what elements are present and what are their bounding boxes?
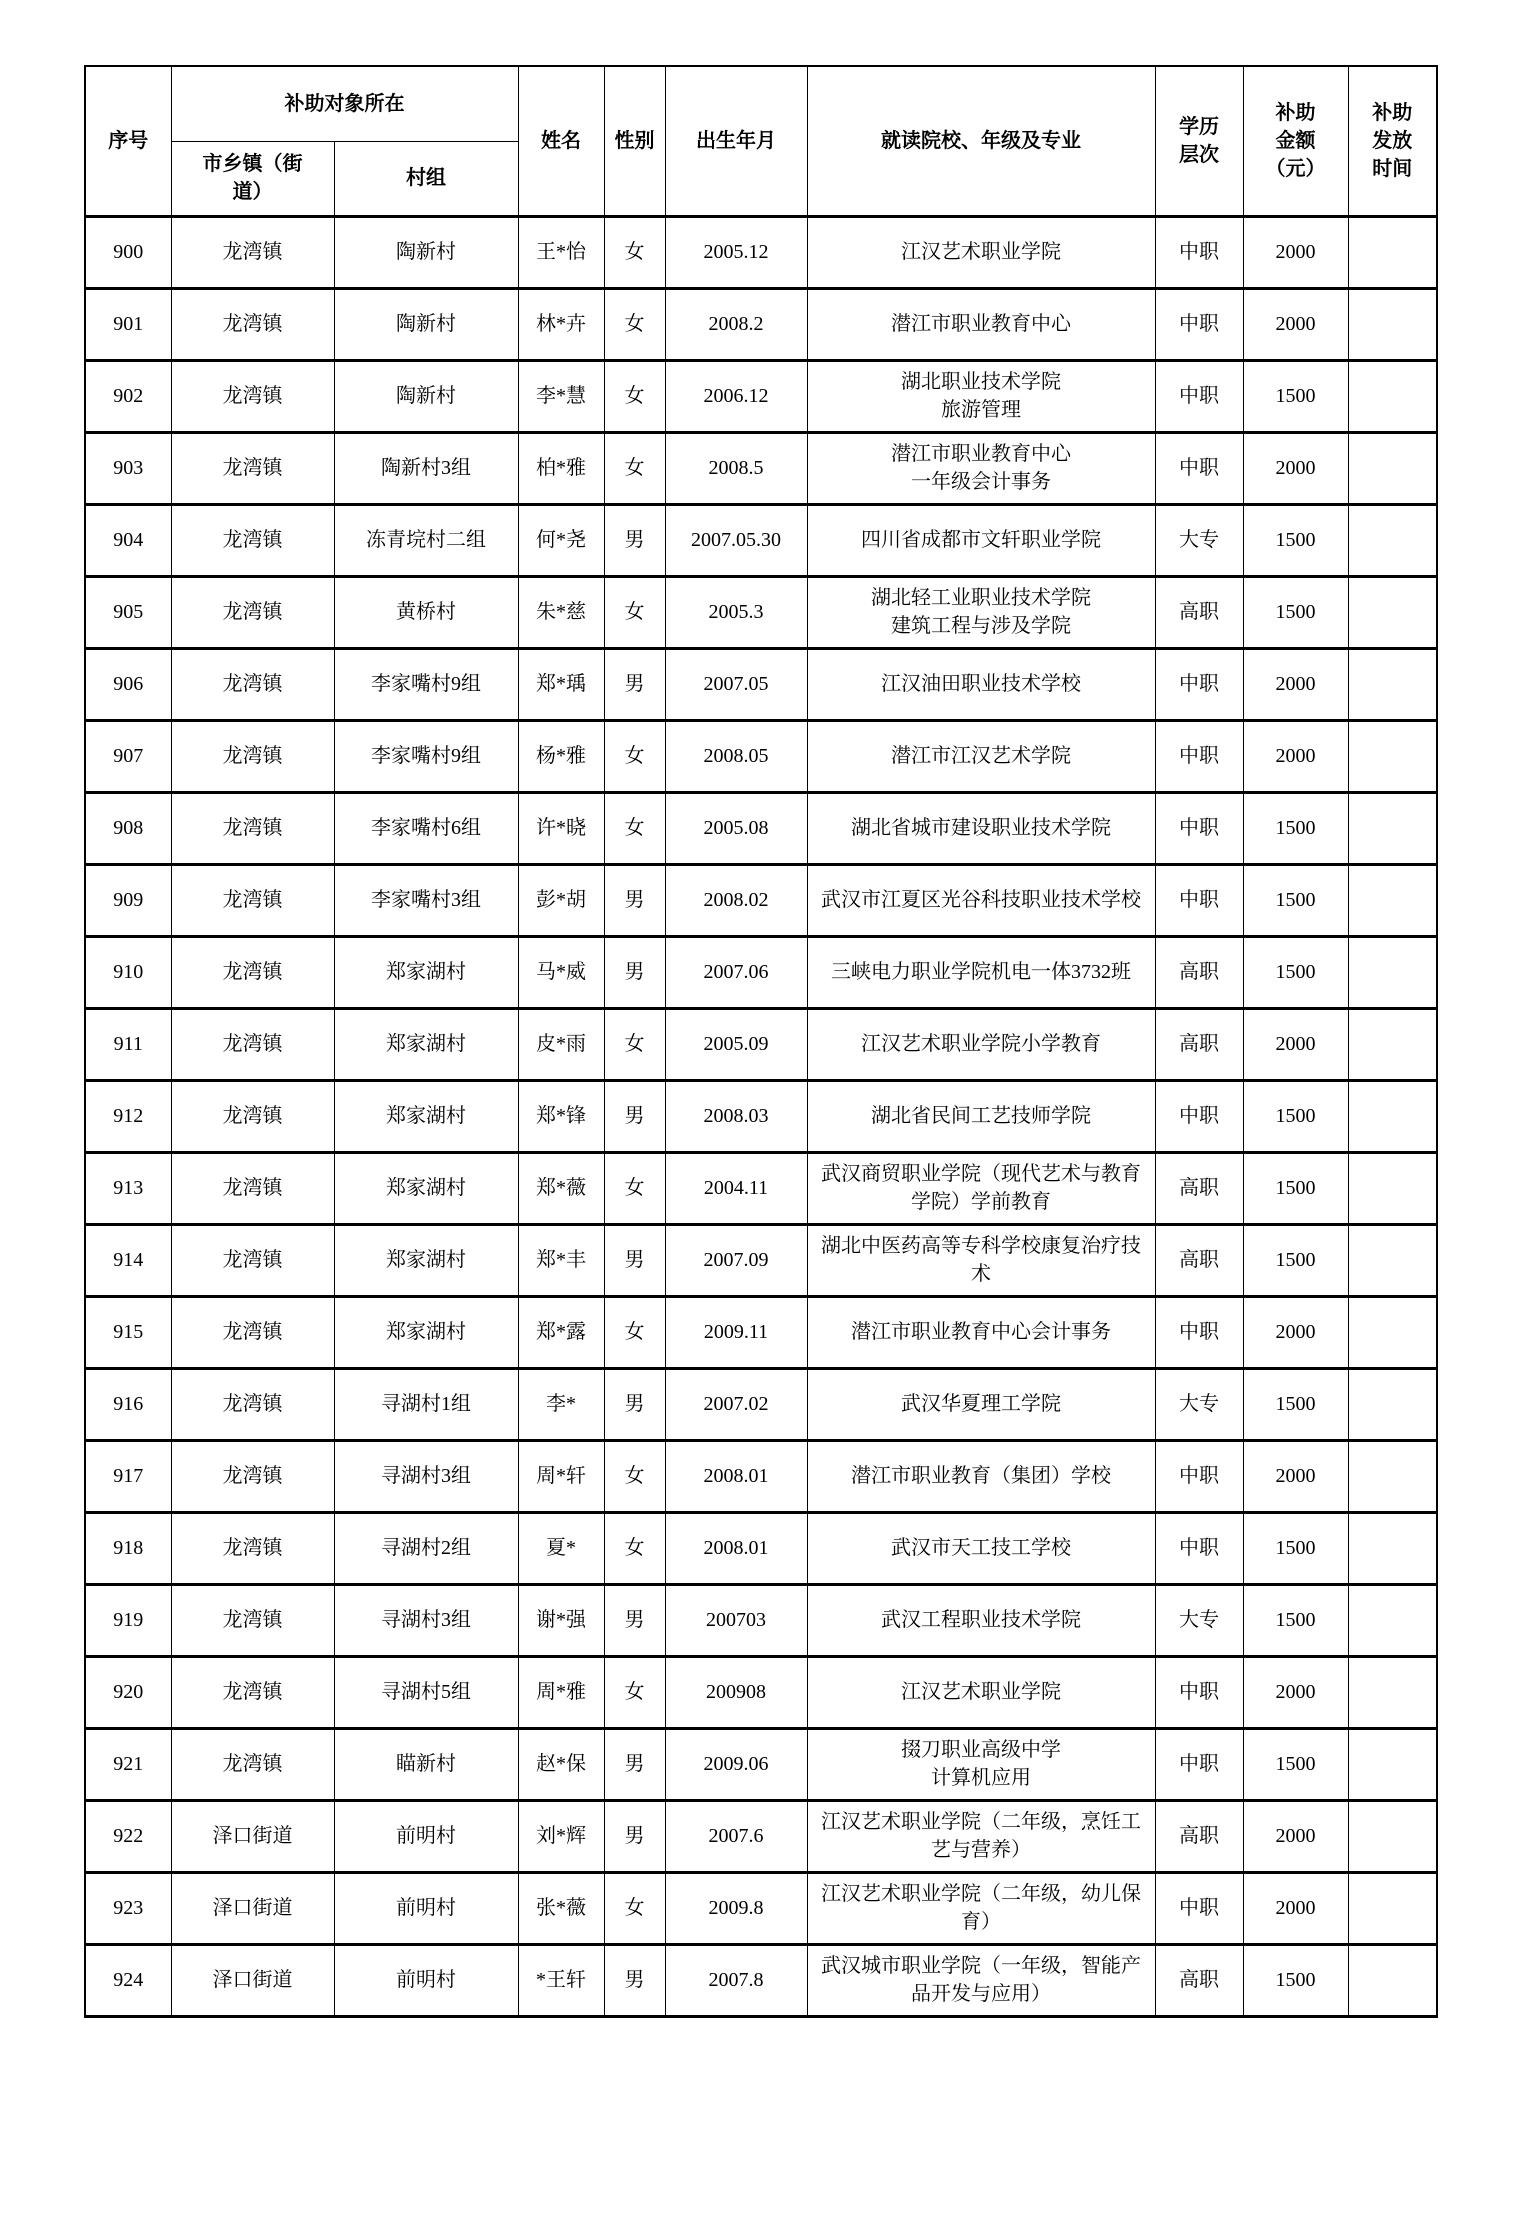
- cell-village: 寻湖村3组: [334, 1440, 518, 1512]
- cell-education-level: 中职: [1155, 792, 1243, 864]
- cell-birth-date: 2007.09: [665, 1224, 807, 1296]
- cell-gender: 男: [604, 864, 665, 936]
- cell-student-name: 郑*薇: [518, 1152, 604, 1224]
- cell-serial-no: 919: [85, 1584, 171, 1656]
- cell-town: 泽口街道: [171, 1800, 334, 1872]
- cell-subsidy-amount: 2000: [1243, 1440, 1348, 1512]
- cell-town: 龙湾镇: [171, 792, 334, 864]
- cell-school-major: 江汉油田职业技术学校: [807, 648, 1155, 720]
- cell-serial-no: 900: [85, 216, 171, 288]
- cell-student-name: 郑*锋: [518, 1080, 604, 1152]
- cell-student-name: 李*慧: [518, 360, 604, 432]
- cell-gender: 女: [604, 720, 665, 792]
- cell-issue-time: [1348, 1872, 1437, 1944]
- col-header-serial: 序号: [85, 66, 171, 216]
- cell-village: 李家嘴村9组: [334, 648, 518, 720]
- cell-education-level: 大专: [1155, 1584, 1243, 1656]
- col-header-level: 学历 层次: [1155, 66, 1243, 216]
- cell-subsidy-amount: 1500: [1243, 1512, 1348, 1584]
- cell-issue-time: [1348, 1944, 1437, 2016]
- cell-serial-no: 922: [85, 1800, 171, 1872]
- cell-issue-time: [1348, 1008, 1437, 1080]
- cell-education-level: 高职: [1155, 1008, 1243, 1080]
- cell-birth-date: 200703: [665, 1584, 807, 1656]
- cell-student-name: 郑*丰: [518, 1224, 604, 1296]
- cell-serial-no: 912: [85, 1080, 171, 1152]
- cell-village: 郑家湖村: [334, 1224, 518, 1296]
- cell-subsidy-amount: 1500: [1243, 576, 1348, 648]
- cell-town: 龙湾镇: [171, 1368, 334, 1440]
- cell-education-level: 中职: [1155, 1296, 1243, 1368]
- col-header-amount: 补助 金额 （元）: [1243, 66, 1348, 216]
- cell-subsidy-amount: 2000: [1243, 432, 1348, 504]
- cell-school-major: 武汉商贸职业学院（现代艺术与教育学院）学前教育: [807, 1152, 1155, 1224]
- cell-town: 龙湾镇: [171, 288, 334, 360]
- cell-education-level: 中职: [1155, 1656, 1243, 1728]
- cell-subsidy-amount: 1500: [1243, 1080, 1348, 1152]
- cell-town: 龙湾镇: [171, 1296, 334, 1368]
- cell-birth-date: 2009.11: [665, 1296, 807, 1368]
- cell-serial-no: 904: [85, 504, 171, 576]
- cell-town: 龙湾镇: [171, 1224, 334, 1296]
- cell-serial-no: 924: [85, 1944, 171, 2016]
- cell-subsidy-amount: 1500: [1243, 1584, 1348, 1656]
- cell-gender: 男: [604, 1728, 665, 1800]
- cell-school-major: 潜江市职业教育中心会计事务: [807, 1296, 1155, 1368]
- col-header-town: 市乡镇（街 道）: [171, 141, 334, 216]
- cell-gender: 男: [604, 504, 665, 576]
- cell-issue-time: [1348, 720, 1437, 792]
- cell-serial-no: 916: [85, 1368, 171, 1440]
- cell-issue-time: [1348, 432, 1437, 504]
- cell-student-name: 赵*保: [518, 1728, 604, 1800]
- cell-village: 郑家湖村: [334, 1296, 518, 1368]
- cell-birth-date: 2005.12: [665, 216, 807, 288]
- col-header-village: 村组: [334, 141, 518, 216]
- cell-school-major: 湖北省城市建设职业技术学院: [807, 792, 1155, 864]
- cell-school-major: 武汉工程职业技术学院: [807, 1584, 1155, 1656]
- cell-village: 前明村: [334, 1944, 518, 2016]
- cell-gender: 女: [604, 1152, 665, 1224]
- cell-village: 郑家湖村: [334, 936, 518, 1008]
- table-row: [85, 1512, 1437, 1584]
- cell-education-level: 中职: [1155, 1080, 1243, 1152]
- cell-village: 郑家湖村: [334, 1008, 518, 1080]
- cell-village: 黄桥村: [334, 576, 518, 648]
- cell-issue-time: [1348, 1296, 1437, 1368]
- cell-birth-date: 2005.3: [665, 576, 807, 648]
- cell-issue-time: [1348, 1224, 1437, 1296]
- table-row: [85, 936, 1437, 1008]
- cell-education-level: 中职: [1155, 216, 1243, 288]
- cell-subsidy-amount: 2000: [1243, 1008, 1348, 1080]
- cell-issue-time: [1348, 1368, 1437, 1440]
- cell-town: 龙湾镇: [171, 720, 334, 792]
- cell-school-major: 武汉市江夏区光谷科技职业技术学校: [807, 864, 1155, 936]
- cell-student-name: 李*: [518, 1368, 604, 1440]
- cell-village: 寻湖村1组: [334, 1368, 518, 1440]
- cell-birth-date: 2008.05: [665, 720, 807, 792]
- cell-village: 李家嘴村9组: [334, 720, 518, 792]
- table-row: [85, 1008, 1437, 1080]
- cell-subsidy-amount: 1500: [1243, 360, 1348, 432]
- cell-school-major: 江汉艺术职业学院: [807, 1656, 1155, 1728]
- cell-village: 寻湖村5组: [334, 1656, 518, 1728]
- header-row-1: [85, 66, 1437, 141]
- cell-subsidy-amount: 1500: [1243, 864, 1348, 936]
- cell-student-name: 林*卉: [518, 288, 604, 360]
- cell-issue-time: [1348, 504, 1437, 576]
- cell-village: 李家嘴村6组: [334, 792, 518, 864]
- cell-student-name: 郑*露: [518, 1296, 604, 1368]
- cell-gender: 男: [604, 936, 665, 1008]
- cell-town: 泽口街道: [171, 1872, 334, 1944]
- table-body: [85, 216, 1437, 2016]
- cell-student-name: 杨*雅: [518, 720, 604, 792]
- cell-subsidy-amount: 2000: [1243, 1656, 1348, 1728]
- cell-student-name: 谢*强: [518, 1584, 604, 1656]
- cell-village: 寻湖村2组: [334, 1512, 518, 1584]
- cell-serial-no: 923: [85, 1872, 171, 1944]
- table-row: [85, 1728, 1437, 1800]
- table-row: [85, 1656, 1437, 1728]
- cell-serial-no: 920: [85, 1656, 171, 1728]
- table-row: [85, 360, 1437, 432]
- cell-issue-time: [1348, 576, 1437, 648]
- cell-serial-no: 915: [85, 1296, 171, 1368]
- cell-student-name: 周*轩: [518, 1440, 604, 1512]
- cell-serial-no: 917: [85, 1440, 171, 1512]
- cell-school-major: 湖北中医药高等专科学校康复治疗技术: [807, 1224, 1155, 1296]
- cell-town: 龙湾镇: [171, 1584, 334, 1656]
- cell-birth-date: 2005.08: [665, 792, 807, 864]
- cell-town: 龙湾镇: [171, 576, 334, 648]
- cell-education-level: 高职: [1155, 1800, 1243, 1872]
- cell-issue-time: [1348, 288, 1437, 360]
- cell-issue-time: [1348, 1584, 1437, 1656]
- table-row: [85, 216, 1437, 288]
- cell-gender: 男: [604, 1080, 665, 1152]
- cell-subsidy-amount: 1500: [1243, 504, 1348, 576]
- cell-issue-time: [1348, 1656, 1437, 1728]
- cell-serial-no: 910: [85, 936, 171, 1008]
- cell-birth-date: 2008.5: [665, 432, 807, 504]
- cell-student-name: 王*怡: [518, 216, 604, 288]
- table-row: [85, 1368, 1437, 1440]
- cell-town: 龙湾镇: [171, 936, 334, 1008]
- cell-birth-date: 2007.02: [665, 1368, 807, 1440]
- table-row: [85, 576, 1437, 648]
- table-row: [85, 864, 1437, 936]
- table-header: [85, 66, 1437, 216]
- cell-school-major: 湖北省民间工艺技师学院: [807, 1080, 1155, 1152]
- col-header-issue-time: 补助 发放 时间: [1348, 66, 1437, 216]
- cell-education-level: 中职: [1155, 864, 1243, 936]
- cell-village: 前明村: [334, 1800, 518, 1872]
- cell-subsidy-amount: 2000: [1243, 1872, 1348, 1944]
- cell-gender: 男: [604, 1944, 665, 2016]
- cell-gender: 女: [604, 360, 665, 432]
- cell-birth-date: 200908: [665, 1656, 807, 1728]
- cell-gender: 女: [604, 216, 665, 288]
- cell-school-major: 掇刀职业高级中学 计算机应用: [807, 1728, 1155, 1800]
- cell-birth-date: 2007.05: [665, 648, 807, 720]
- cell-gender: 男: [604, 1584, 665, 1656]
- cell-birth-date: 2007.05.30: [665, 504, 807, 576]
- cell-serial-no: 914: [85, 1224, 171, 1296]
- col-header-name: 姓名: [518, 66, 604, 216]
- table-row: [85, 432, 1437, 504]
- cell-gender: 女: [604, 432, 665, 504]
- cell-student-name: 刘*辉: [518, 1800, 604, 1872]
- cell-student-name: *王轩: [518, 1944, 604, 2016]
- table-row: [85, 504, 1437, 576]
- cell-school-major: 武汉华夏理工学院: [807, 1368, 1155, 1440]
- cell-subsidy-amount: 1500: [1243, 792, 1348, 864]
- cell-school-major: 潜江市职业教育（集团）学校: [807, 1440, 1155, 1512]
- table-row: [85, 1224, 1437, 1296]
- cell-issue-time: [1348, 1440, 1437, 1512]
- cell-student-name: 许*晓: [518, 792, 604, 864]
- cell-subsidy-amount: 2000: [1243, 1296, 1348, 1368]
- subsidy-roster-table: [84, 65, 1438, 2018]
- cell-education-level: 大专: [1155, 1368, 1243, 1440]
- cell-education-level: 高职: [1155, 1944, 1243, 2016]
- cell-town: 龙湾镇: [171, 1728, 334, 1800]
- cell-school-major: 三峡电力职业学院机电一体3732班: [807, 936, 1155, 1008]
- cell-village: 陶新村3组: [334, 432, 518, 504]
- cell-education-level: 大专: [1155, 504, 1243, 576]
- cell-education-level: 中职: [1155, 288, 1243, 360]
- cell-village: 冻青垸村二组: [334, 504, 518, 576]
- cell-issue-time: [1348, 1152, 1437, 1224]
- table-row: [85, 1944, 1437, 2016]
- cell-education-level: 中职: [1155, 648, 1243, 720]
- table-row: [85, 1080, 1437, 1152]
- cell-town: 龙湾镇: [171, 1080, 334, 1152]
- cell-village: 陶新村: [334, 360, 518, 432]
- cell-gender: 女: [604, 288, 665, 360]
- cell-issue-time: [1348, 216, 1437, 288]
- cell-gender: 女: [604, 1008, 665, 1080]
- cell-subsidy-amount: 2000: [1243, 216, 1348, 288]
- table-row: [85, 1584, 1437, 1656]
- cell-gender: 女: [604, 1440, 665, 1512]
- cell-issue-time: [1348, 936, 1437, 1008]
- table-row: [85, 792, 1437, 864]
- cell-gender: 女: [604, 1656, 665, 1728]
- cell-education-level: 高职: [1155, 1152, 1243, 1224]
- cell-town: 龙湾镇: [171, 648, 334, 720]
- cell-issue-time: [1348, 360, 1437, 432]
- cell-issue-time: [1348, 864, 1437, 936]
- cell-birth-date: 2009.06: [665, 1728, 807, 1800]
- cell-education-level: 中职: [1155, 720, 1243, 792]
- cell-school-major: 武汉市天工技工学校: [807, 1512, 1155, 1584]
- cell-subsidy-amount: 2000: [1243, 1800, 1348, 1872]
- cell-school-major: 江汉艺术职业学院（二年级，烹饪工艺与营养）: [807, 1800, 1155, 1872]
- cell-subsidy-amount: 1500: [1243, 936, 1348, 1008]
- cell-town: 龙湾镇: [171, 432, 334, 504]
- cell-gender: 女: [604, 1512, 665, 1584]
- cell-village: 李家嘴村3组: [334, 864, 518, 936]
- cell-birth-date: 2008.2: [665, 288, 807, 360]
- cell-town: 龙湾镇: [171, 1512, 334, 1584]
- cell-student-name: 马*威: [518, 936, 604, 1008]
- cell-school-major: 潜江市职业教育中心: [807, 288, 1155, 360]
- cell-birth-date: 2008.01: [665, 1512, 807, 1584]
- table-row: [85, 1296, 1437, 1368]
- cell-education-level: 高职: [1155, 1224, 1243, 1296]
- cell-school-major: 江汉艺术职业学院小学教育: [807, 1008, 1155, 1080]
- cell-school-major: 江汉艺术职业学院: [807, 216, 1155, 288]
- cell-student-name: 柏*雅: [518, 432, 604, 504]
- cell-issue-time: [1348, 792, 1437, 864]
- cell-gender: 女: [604, 1872, 665, 1944]
- cell-village: 前明村: [334, 1872, 518, 1944]
- cell-subsidy-amount: 1500: [1243, 1152, 1348, 1224]
- table-row: [85, 1152, 1437, 1224]
- cell-subsidy-amount: 2000: [1243, 720, 1348, 792]
- cell-issue-time: [1348, 1080, 1437, 1152]
- cell-birth-date: 2008.03: [665, 1080, 807, 1152]
- cell-village: 郑家湖村: [334, 1152, 518, 1224]
- table-row: [85, 1800, 1437, 1872]
- cell-birth-date: 2007.8: [665, 1944, 807, 2016]
- cell-issue-time: [1348, 648, 1437, 720]
- cell-student-name: 夏*: [518, 1512, 604, 1584]
- cell-gender: 男: [604, 1800, 665, 1872]
- col-header-school: 就读院校、年级及专业: [807, 66, 1155, 216]
- cell-serial-no: 918: [85, 1512, 171, 1584]
- cell-student-name: 张*薇: [518, 1872, 604, 1944]
- cell-birth-date: 2006.12: [665, 360, 807, 432]
- cell-town: 龙湾镇: [171, 1440, 334, 1512]
- table-row: [85, 1440, 1437, 1512]
- cell-town: 龙湾镇: [171, 1656, 334, 1728]
- cell-town: 龙湾镇: [171, 216, 334, 288]
- cell-gender: 男: [604, 1224, 665, 1296]
- cell-student-name: 何*尧: [518, 504, 604, 576]
- cell-town: 泽口街道: [171, 1944, 334, 2016]
- cell-issue-time: [1348, 1728, 1437, 1800]
- cell-education-level: 中职: [1155, 1872, 1243, 1944]
- cell-education-level: 中职: [1155, 1440, 1243, 1512]
- cell-serial-no: 905: [85, 576, 171, 648]
- cell-school-major: 潜江市职业教育中心 一年级会计事务: [807, 432, 1155, 504]
- cell-serial-no: 903: [85, 432, 171, 504]
- cell-school-major: 江汉艺术职业学院（二年级，幼儿保育）: [807, 1872, 1155, 1944]
- cell-town: 龙湾镇: [171, 504, 334, 576]
- cell-birth-date: 2008.02: [665, 864, 807, 936]
- cell-subsidy-amount: 2000: [1243, 288, 1348, 360]
- cell-birth-date: 2009.8: [665, 1872, 807, 1944]
- cell-student-name: 皮*雨: [518, 1008, 604, 1080]
- col-header-birth: 出生年月: [665, 66, 807, 216]
- table-row: [85, 720, 1437, 792]
- cell-subsidy-amount: 1500: [1243, 1728, 1348, 1800]
- cell-school-major: 湖北轻工业职业技术学院 建筑工程与涉及学院: [807, 576, 1155, 648]
- cell-school-major: 四川省成都市文轩职业学院: [807, 504, 1155, 576]
- document-page: [0, 65, 1520, 2018]
- cell-student-name: 彭*胡: [518, 864, 604, 936]
- cell-village: 郑家湖村: [334, 1080, 518, 1152]
- cell-subsidy-amount: 1500: [1243, 1224, 1348, 1296]
- table-row: [85, 648, 1437, 720]
- table-row: [85, 288, 1437, 360]
- cell-education-level: 中职: [1155, 1512, 1243, 1584]
- cell-issue-time: [1348, 1512, 1437, 1584]
- col-header-gender: 性别: [604, 66, 665, 216]
- cell-village: 寻湖村3组: [334, 1584, 518, 1656]
- cell-education-level: 中职: [1155, 360, 1243, 432]
- cell-town: 龙湾镇: [171, 1152, 334, 1224]
- cell-birth-date: 2007.06: [665, 936, 807, 1008]
- cell-school-major: 武汉城市职业学院（一年级，智能产品开发与应用）: [807, 1944, 1155, 2016]
- cell-gender: 女: [604, 1296, 665, 1368]
- cell-school-major: 潜江市江汉艺术学院: [807, 720, 1155, 792]
- cell-gender: 男: [604, 648, 665, 720]
- cell-education-level: 高职: [1155, 576, 1243, 648]
- cell-birth-date: 2007.6: [665, 1800, 807, 1872]
- cell-student-name: 周*雅: [518, 1656, 604, 1728]
- cell-serial-no: 908: [85, 792, 171, 864]
- cell-town: 龙湾镇: [171, 864, 334, 936]
- cell-serial-no: 901: [85, 288, 171, 360]
- cell-birth-date: 2004.11: [665, 1152, 807, 1224]
- cell-village: 陶新村: [334, 288, 518, 360]
- cell-school-major: 湖北职业技术学院 旅游管理: [807, 360, 1155, 432]
- cell-birth-date: 2005.09: [665, 1008, 807, 1080]
- cell-village: 瞄新村: [334, 1728, 518, 1800]
- col-header-location-group: 补助对象所在: [171, 66, 518, 141]
- cell-serial-no: 902: [85, 360, 171, 432]
- cell-serial-no: 913: [85, 1152, 171, 1224]
- cell-village: 陶新村: [334, 216, 518, 288]
- cell-town: 龙湾镇: [171, 1008, 334, 1080]
- cell-student-name: 郑*瑀: [518, 648, 604, 720]
- cell-gender: 女: [604, 792, 665, 864]
- cell-education-level: 中职: [1155, 1728, 1243, 1800]
- cell-subsidy-amount: 1500: [1243, 1368, 1348, 1440]
- cell-student-name: 朱*慈: [518, 576, 604, 648]
- table-row: [85, 1872, 1437, 1944]
- cell-education-level: 中职: [1155, 432, 1243, 504]
- cell-serial-no: 911: [85, 1008, 171, 1080]
- cell-issue-time: [1348, 1800, 1437, 1872]
- cell-serial-no: 921: [85, 1728, 171, 1800]
- cell-education-level: 高职: [1155, 936, 1243, 1008]
- cell-town: 龙湾镇: [171, 360, 334, 432]
- cell-subsidy-amount: 2000: [1243, 648, 1348, 720]
- cell-birth-date: 2008.01: [665, 1440, 807, 1512]
- cell-serial-no: 909: [85, 864, 171, 936]
- cell-serial-no: 906: [85, 648, 171, 720]
- cell-gender: 男: [604, 1368, 665, 1440]
- cell-serial-no: 907: [85, 720, 171, 792]
- cell-gender: 女: [604, 576, 665, 648]
- cell-subsidy-amount: 1500: [1243, 1944, 1348, 2016]
